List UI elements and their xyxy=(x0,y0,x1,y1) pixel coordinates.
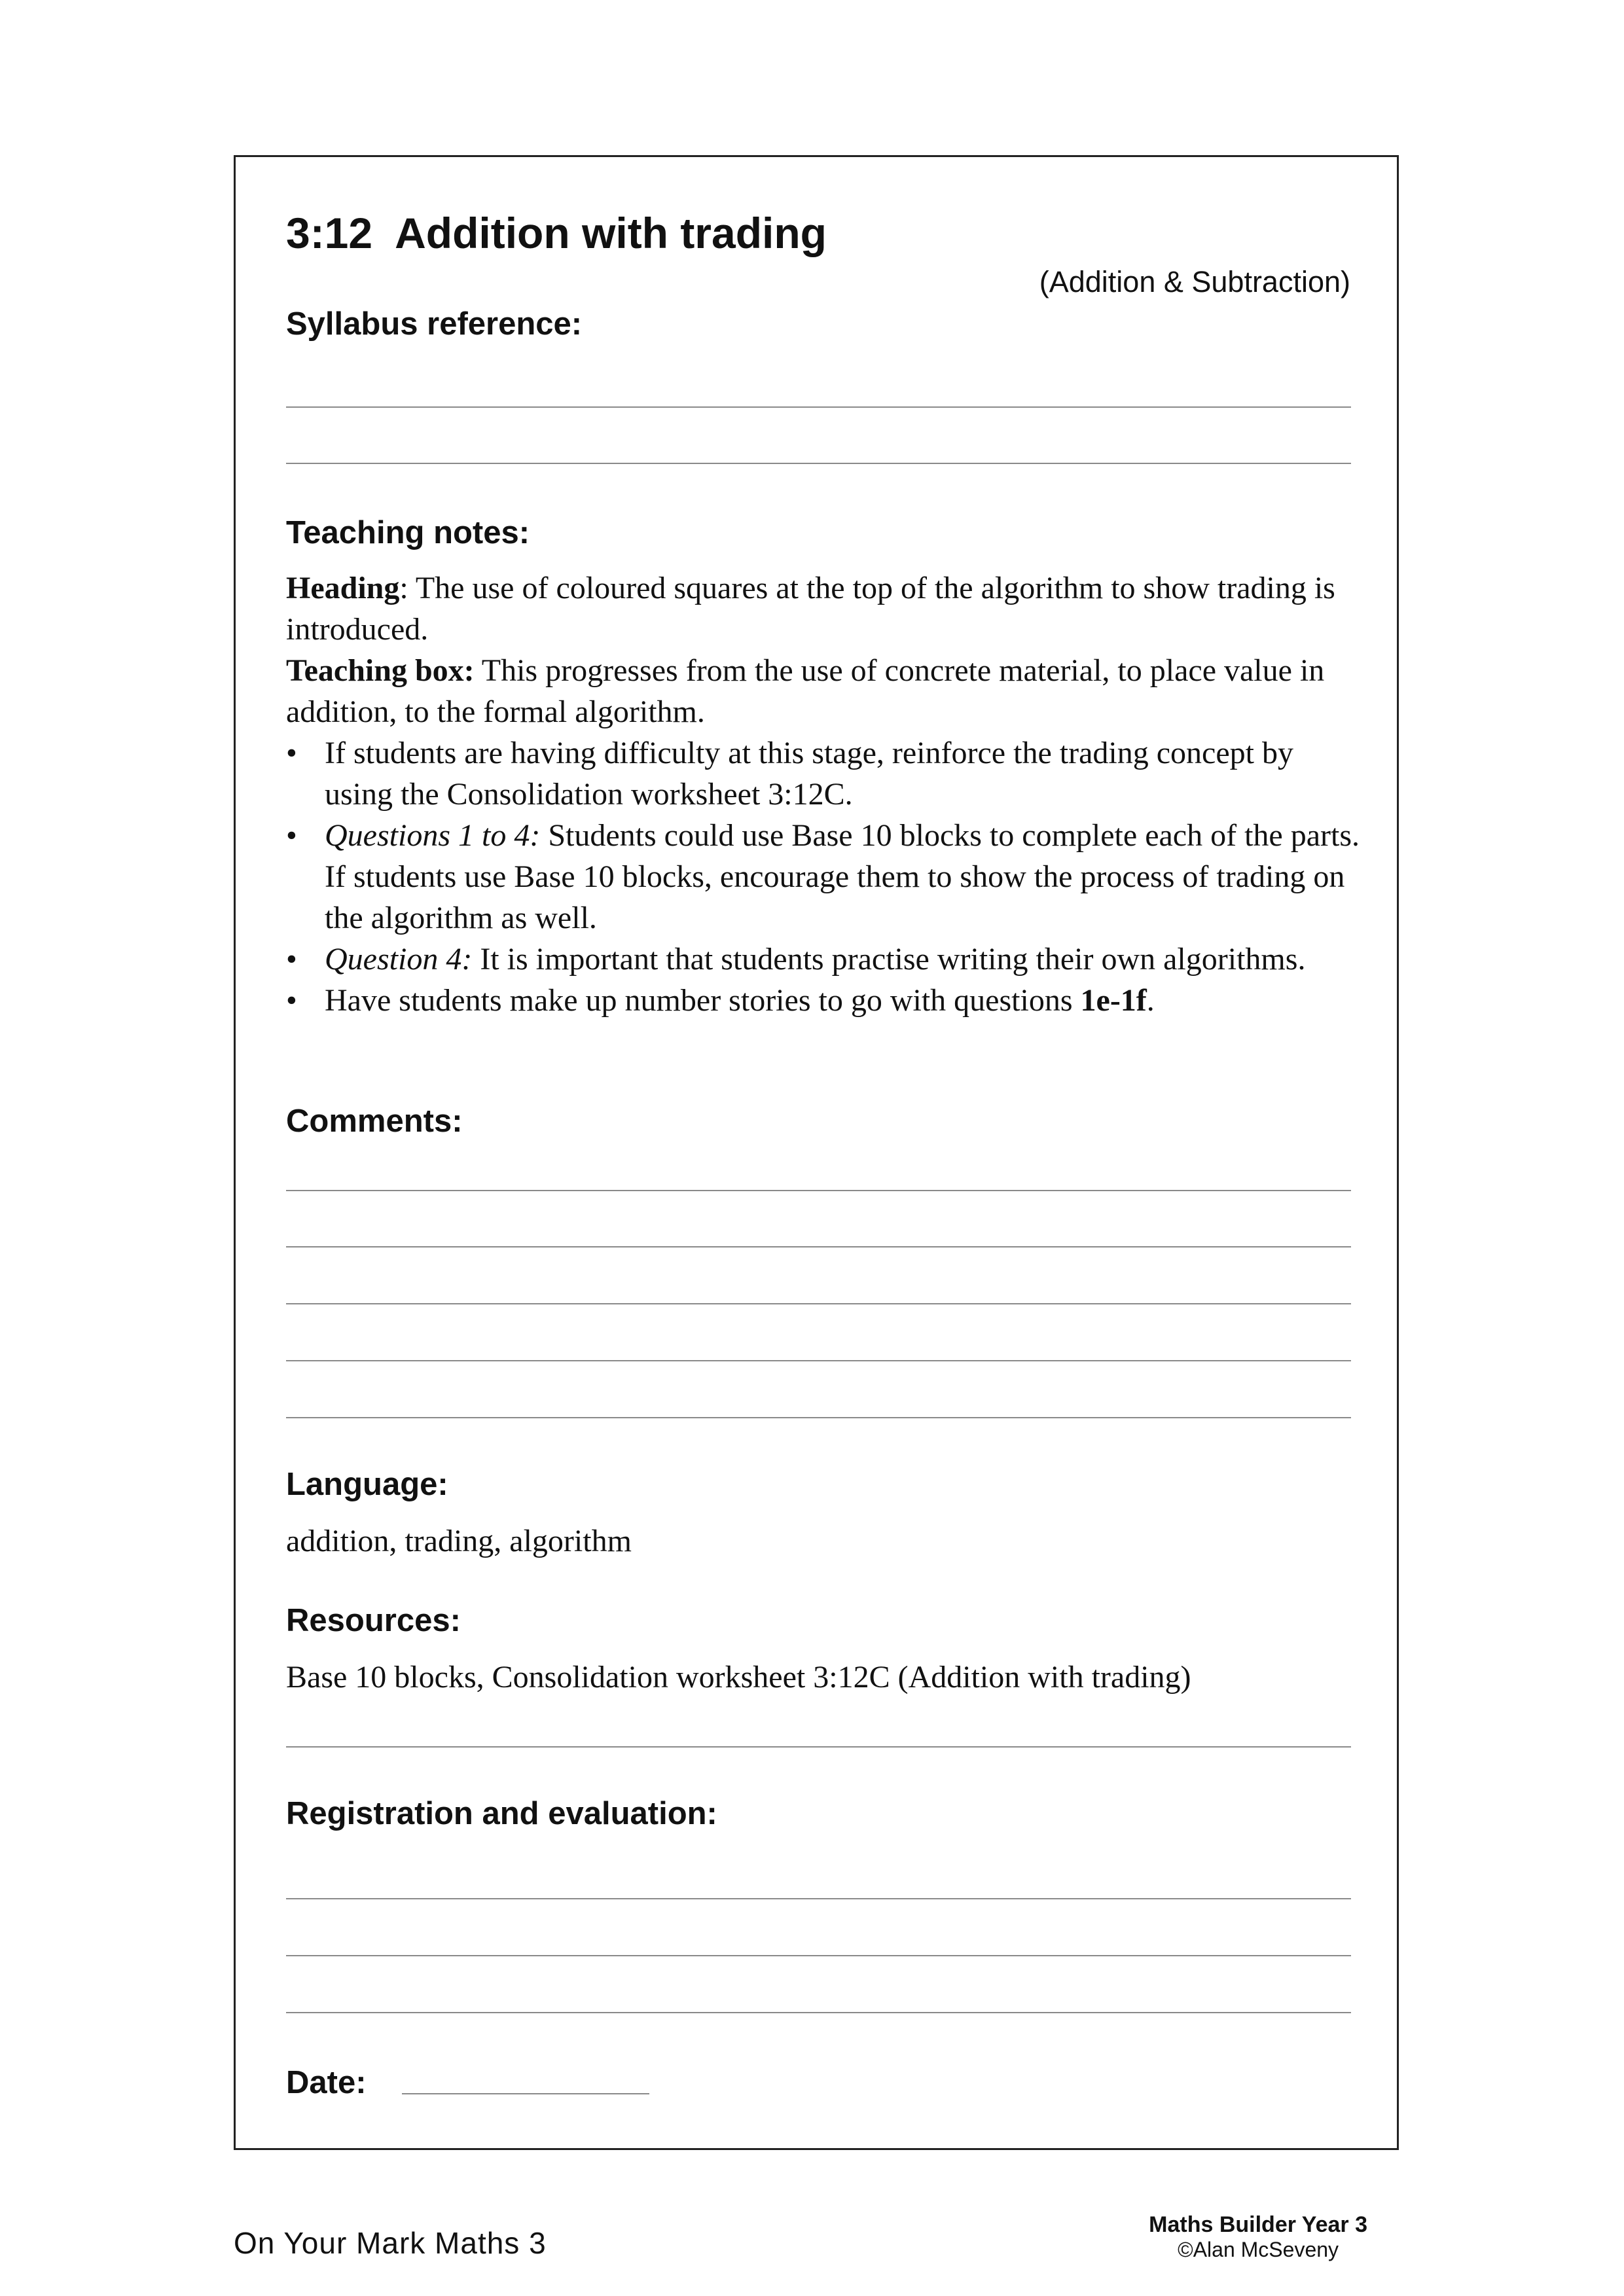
syllabus-line-2[interactable] xyxy=(286,463,1351,464)
heading-note-label: Heading xyxy=(286,571,400,605)
teaching-box-label: Teaching box: xyxy=(286,653,475,688)
registration-line-2[interactable] xyxy=(286,1955,1351,1956)
lesson-title: Addition with trading xyxy=(395,209,827,257)
language-heading: Language: xyxy=(286,1467,448,1502)
syllabus-heading: Syllabus reference: xyxy=(286,306,583,342)
heading-note: Heading: The use of coloured squares at the top of the algorithm to show trading is introduced. xyxy=(286,571,1335,647)
footer-credit xyxy=(1149,2212,1367,2262)
list-item: • If students are having difficulty at this stage, reinforce the trading concept by using the Consolidation worksheet 3:12C. xyxy=(286,732,1366,815)
syllabus-line-1[interactable] xyxy=(286,406,1351,408)
registration-heading: Registration and evaluation: xyxy=(286,1796,717,1831)
list-item: • Have students make up number stories to go with questions 1e-1f. xyxy=(286,980,1366,1021)
bullet-icon: • xyxy=(286,818,297,853)
page-frame xyxy=(234,155,1399,2150)
date-label: Date: xyxy=(286,2065,367,2100)
resources-heading: Resources: xyxy=(286,1603,461,1638)
list-item: • Questions 1 to 4: Students could use Base 10 blocks to complete each of the parts. If students use Base 10 blocks, encourage them to show the process of trading on the algorithm as well. xyxy=(286,815,1366,939)
page-title xyxy=(286,208,827,258)
teaching-box-note: Teaching box: This progresses from the use of concrete material, to place value in addition, to the formal algorithm. xyxy=(286,653,1325,729)
bullet-icon: • xyxy=(286,942,297,977)
series-name: Maths Builder Year 3 xyxy=(1149,2212,1367,2237)
list-item: • Question 4: It is important that students practise writing their own algorithms. xyxy=(286,939,1366,980)
comments-line-5[interactable] xyxy=(286,1417,1351,1418)
registration-line-3[interactable] xyxy=(286,2012,1351,2013)
comments-line-1[interactable] xyxy=(286,1190,1351,1191)
footer-brand: On Your Mark Maths 3 xyxy=(234,2226,547,2260)
copyright-author: ©Alan McSeveny xyxy=(1178,2238,1339,2261)
language-text: addition, trading, algorithm xyxy=(286,1524,632,1558)
bullet-icon: • xyxy=(286,983,297,1018)
comments-line-2[interactable] xyxy=(286,1246,1351,1247)
teaching-notes-body xyxy=(286,567,1366,1021)
date-field-line[interactable] xyxy=(402,2093,649,2094)
teaching-bullet-list xyxy=(286,732,1366,1021)
strand-label: (Addition & Subtraction) xyxy=(1039,265,1350,298)
registration-line-1[interactable] xyxy=(286,1898,1351,1899)
teaching-notes-heading: Teaching notes: xyxy=(286,515,530,550)
resources-line[interactable] xyxy=(286,1746,1351,1748)
lesson-number: 3:12 xyxy=(286,209,373,257)
bullet-icon: • xyxy=(286,736,297,770)
comments-heading: Comments: xyxy=(286,1103,463,1139)
comments-line-4[interactable] xyxy=(286,1360,1351,1361)
resources-text: Base 10 blocks, Consolidation worksheet 3:12C (Addition with trading) xyxy=(286,1660,1191,1695)
comments-line-3[interactable] xyxy=(286,1303,1351,1304)
